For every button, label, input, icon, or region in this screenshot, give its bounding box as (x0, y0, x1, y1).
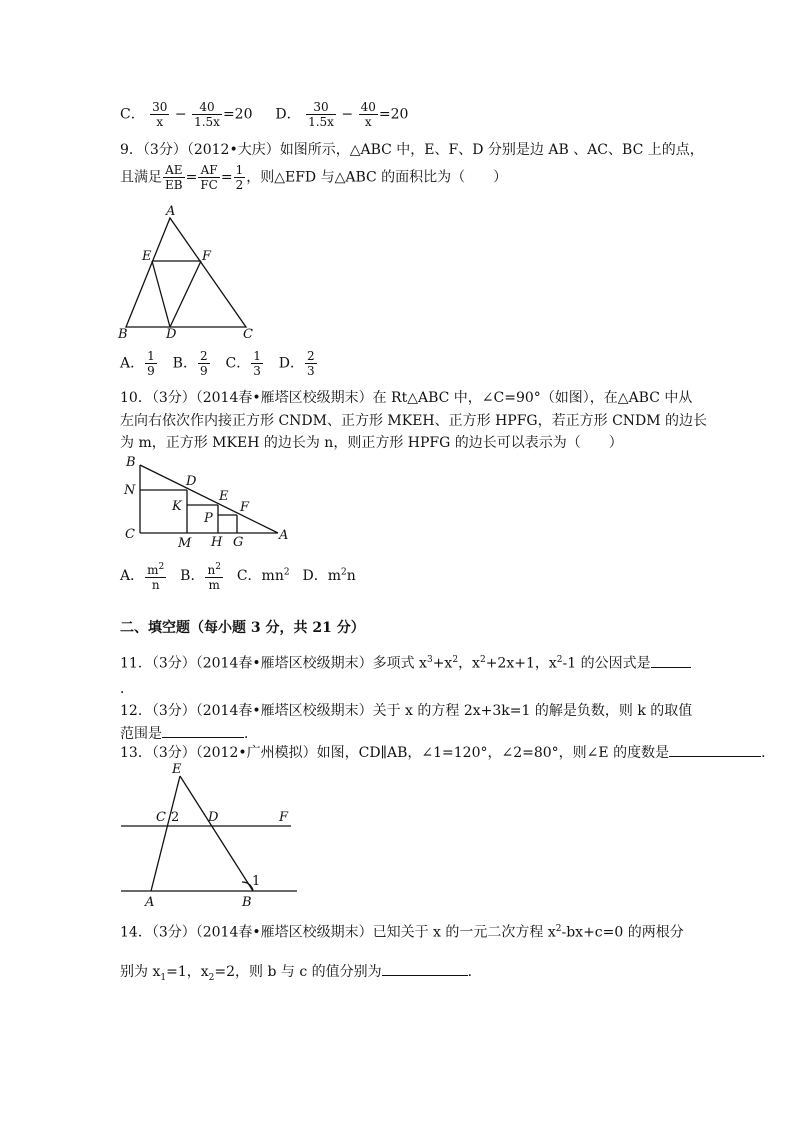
q9-stem-line1: 9．（3分）（2012•大庆）如图所示，△ABC 中，E、F、D 分别是边 AB 、AC、BC 上的点， (120, 142, 704, 158)
q10-label-h: H (211, 535, 223, 550)
section-heading-fill-in: 二、填空题（每小题 3 分，共 21 分） (120, 620, 365, 636)
q9-option-b-fraction: $\frac{2}{9}$ (199, 349, 208, 378)
q13-label-e: E (172, 762, 182, 777)
q9-fraction-one-half: $\frac{1}{2}$ (235, 163, 244, 192)
q10-option-b-fraction: $\frac{n^2}{m}$ (207, 562, 221, 592)
q12-stem-line2: 范围是 ． (120, 726, 258, 742)
q13-label-angle-2: 2 (171, 810, 180, 825)
q13-label-c: C (156, 810, 166, 825)
q10-label-k: K (172, 499, 182, 514)
q10-stem-line2: 左向右依次作内接正方形 CNDM、正方形 MKEH、正方形 HPFG，若正方形 CNDM 的边长 (120, 413, 708, 429)
q10-squares-figure (118, 453, 298, 553)
q9-option-c-fraction: $\frac{1}{3}$ (253, 349, 261, 378)
q11-end: ． (120, 681, 134, 697)
q13-label-a: A (145, 895, 155, 910)
q9-option-d-fraction: $\frac{2}{3}$ (307, 349, 315, 378)
q10-label-n: N (124, 483, 136, 498)
q9-label-e: E (142, 249, 152, 264)
q10-label-p: P (204, 511, 213, 526)
q9-options: A． $\frac{1}{9}$ B． $\frac{2}{9}$ C． $\frac{1}{3}$ D． $\frac{2}{3}$ (120, 349, 315, 378)
q10-option-a-fraction: $\frac{m^2}{n}$ (147, 562, 165, 592)
q10-stem-line3: 为 m，正方形 MKEH 的边长为 n，则正方形 HPFG 的边长可以表示为（ ） (120, 435, 623, 451)
q8-c-fraction-1: $\frac{30}{x}$ (152, 100, 168, 129)
q9-option-a-fraction: $\frac{1}{9}$ (147, 349, 155, 378)
q10-label-b: B (126, 455, 136, 470)
q13-label-b: B (242, 895, 252, 910)
q9-fraction-ae-eb: $\frac{AE}{EB}$ (165, 163, 183, 192)
q8-option-d-label: D． (275, 106, 301, 123)
q12-answer-blank (162, 737, 244, 738)
q8-options: C． $\frac{30}{x}$ − $\frac{40}{1.5x}$ =20 D． $\frac{30}{1.5x}$ − $\frac{40}{x}$ =20 (120, 100, 409, 129)
q8-c-fraction-2: $\frac{40}{1.5x}$ (194, 100, 220, 129)
q10-label-g: G (233, 535, 244, 550)
q10-label-d: D (186, 474, 197, 489)
q13-label-f: F (279, 810, 289, 825)
q9-label-a: A (166, 205, 176, 219)
q14-stem-line2: 别为 $x_1=1$，$x_2=2$，则 b 与 c 的值分别为 ． (120, 964, 482, 983)
q10-option-d: D．$m^2n$ (302, 567, 356, 584)
q10-label-a: A (279, 528, 289, 543)
q10-option-c: C．$mn^2$ (236, 567, 290, 584)
q12-stem-line1: 12．（3分）（2014春•雁塔区校级期末）关于 x 的方程 2x+3k=1 的解是负数，则 k 的取值 (120, 703, 693, 719)
q10-stem-line1: 10．（3分）（2014春•雁塔区校级期末）在 Rt△ABC 中，∠C=90°（如图），在△ABC 中从 (120, 390, 693, 406)
q9-stem-line2: 且满足 $\frac{AE}{EB}$ = $\frac{AF}{FC}$ = $\frac{1}{2}$ ，则△EFD 与△ABC 的面积比为（ ） (120, 163, 508, 192)
q9-label-f: F (202, 249, 212, 264)
q13-answer-blank (669, 756, 761, 757)
q10-options: A． $\frac{m^2}{n}$ B． $\frac{n^2}{m}$ C．$mn^2$ D．$m^2n$ (120, 562, 356, 592)
q13-stem: 13．（3分）（2012•广州模拟）如图，CD∥AB，∠1=120°，∠2=80°，则∠E 的度数是 ． (120, 745, 776, 761)
q9-label-b: B (118, 327, 128, 340)
q11-stem: 11．（3分）（2014春•雁塔区校级期末）多项式 $x^3+x^2$，$x^2+2x+1$，$x^2-1$ 的公因式是 (120, 651, 691, 673)
q11-answer-blank (651, 667, 691, 668)
q8-d-fraction-2: $\frac{40}{x}$ (360, 100, 376, 129)
q14-answer-blank (382, 975, 468, 976)
q8-option-c-label: C． (120, 106, 145, 123)
q14-stem-line1: 14．（3分）（2014春•雁塔区校级期末）已知关于 x 的一元二次方程 $x^2-bx+c=0$ 的两根分 (120, 924, 684, 941)
q13-label-angle-1: 1 (252, 874, 261, 889)
q13-parallel-lines-figure (115, 760, 305, 910)
q10-label-c: C (125, 527, 135, 542)
q9-label-d: D (166, 327, 177, 340)
q10-label-f: F (240, 500, 250, 515)
q9-label-c: C (243, 327, 253, 340)
q13-label-d: D (208, 810, 219, 825)
q10-label-m: M (178, 536, 192, 551)
q9-fraction-af-fc: $\frac{AF}{FC}$ (200, 163, 218, 192)
q9-triangle-figure (110, 205, 270, 340)
q10-label-e: E (219, 489, 229, 504)
q8-d-fraction-1: $\frac{30}{1.5x}$ (308, 100, 334, 129)
